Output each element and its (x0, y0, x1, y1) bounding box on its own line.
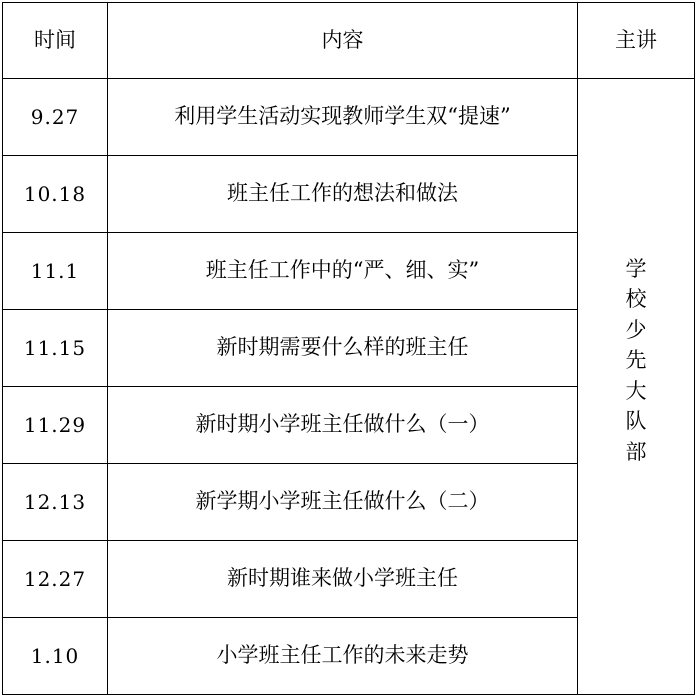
cell-content: 小学班主任工作的未来走势 (108, 618, 578, 695)
header-speaker: 主讲 (578, 3, 695, 79)
cell-time: 11.1 (3, 233, 108, 310)
cell-time: 9.27 (3, 79, 108, 156)
cell-content: 新学期小学班主任做什么（二） (108, 464, 578, 541)
cell-time: 10.18 (3, 156, 108, 233)
schedule-table (2, 2, 695, 695)
cell-content: 新时期谁来做小学班主任 (108, 541, 578, 618)
cell-speaker (578, 79, 695, 695)
header-row (3, 3, 695, 79)
header-content: 内容 (108, 3, 578, 79)
cell-content: 班主任工作的想法和做法 (108, 156, 578, 233)
cell-time: 1.10 (3, 618, 108, 695)
cell-time: 11.29 (3, 387, 108, 464)
speaker-text: 学校少先大队部 (625, 256, 647, 464)
cell-time: 12.13 (3, 464, 108, 541)
cell-content: 利用学生活动实现教师学生双“提速” (108, 79, 578, 156)
cell-time: 11.15 (3, 310, 108, 387)
cell-content: 班主任工作中的“严、细、实” (108, 233, 578, 310)
header-time: 时间 (3, 3, 108, 79)
cell-time: 12.27 (3, 541, 108, 618)
cell-content: 新时期需要什么样的班主任 (108, 310, 578, 387)
table-row (3, 79, 695, 156)
cell-content: 新时期小学班主任做什么（一） (108, 387, 578, 464)
